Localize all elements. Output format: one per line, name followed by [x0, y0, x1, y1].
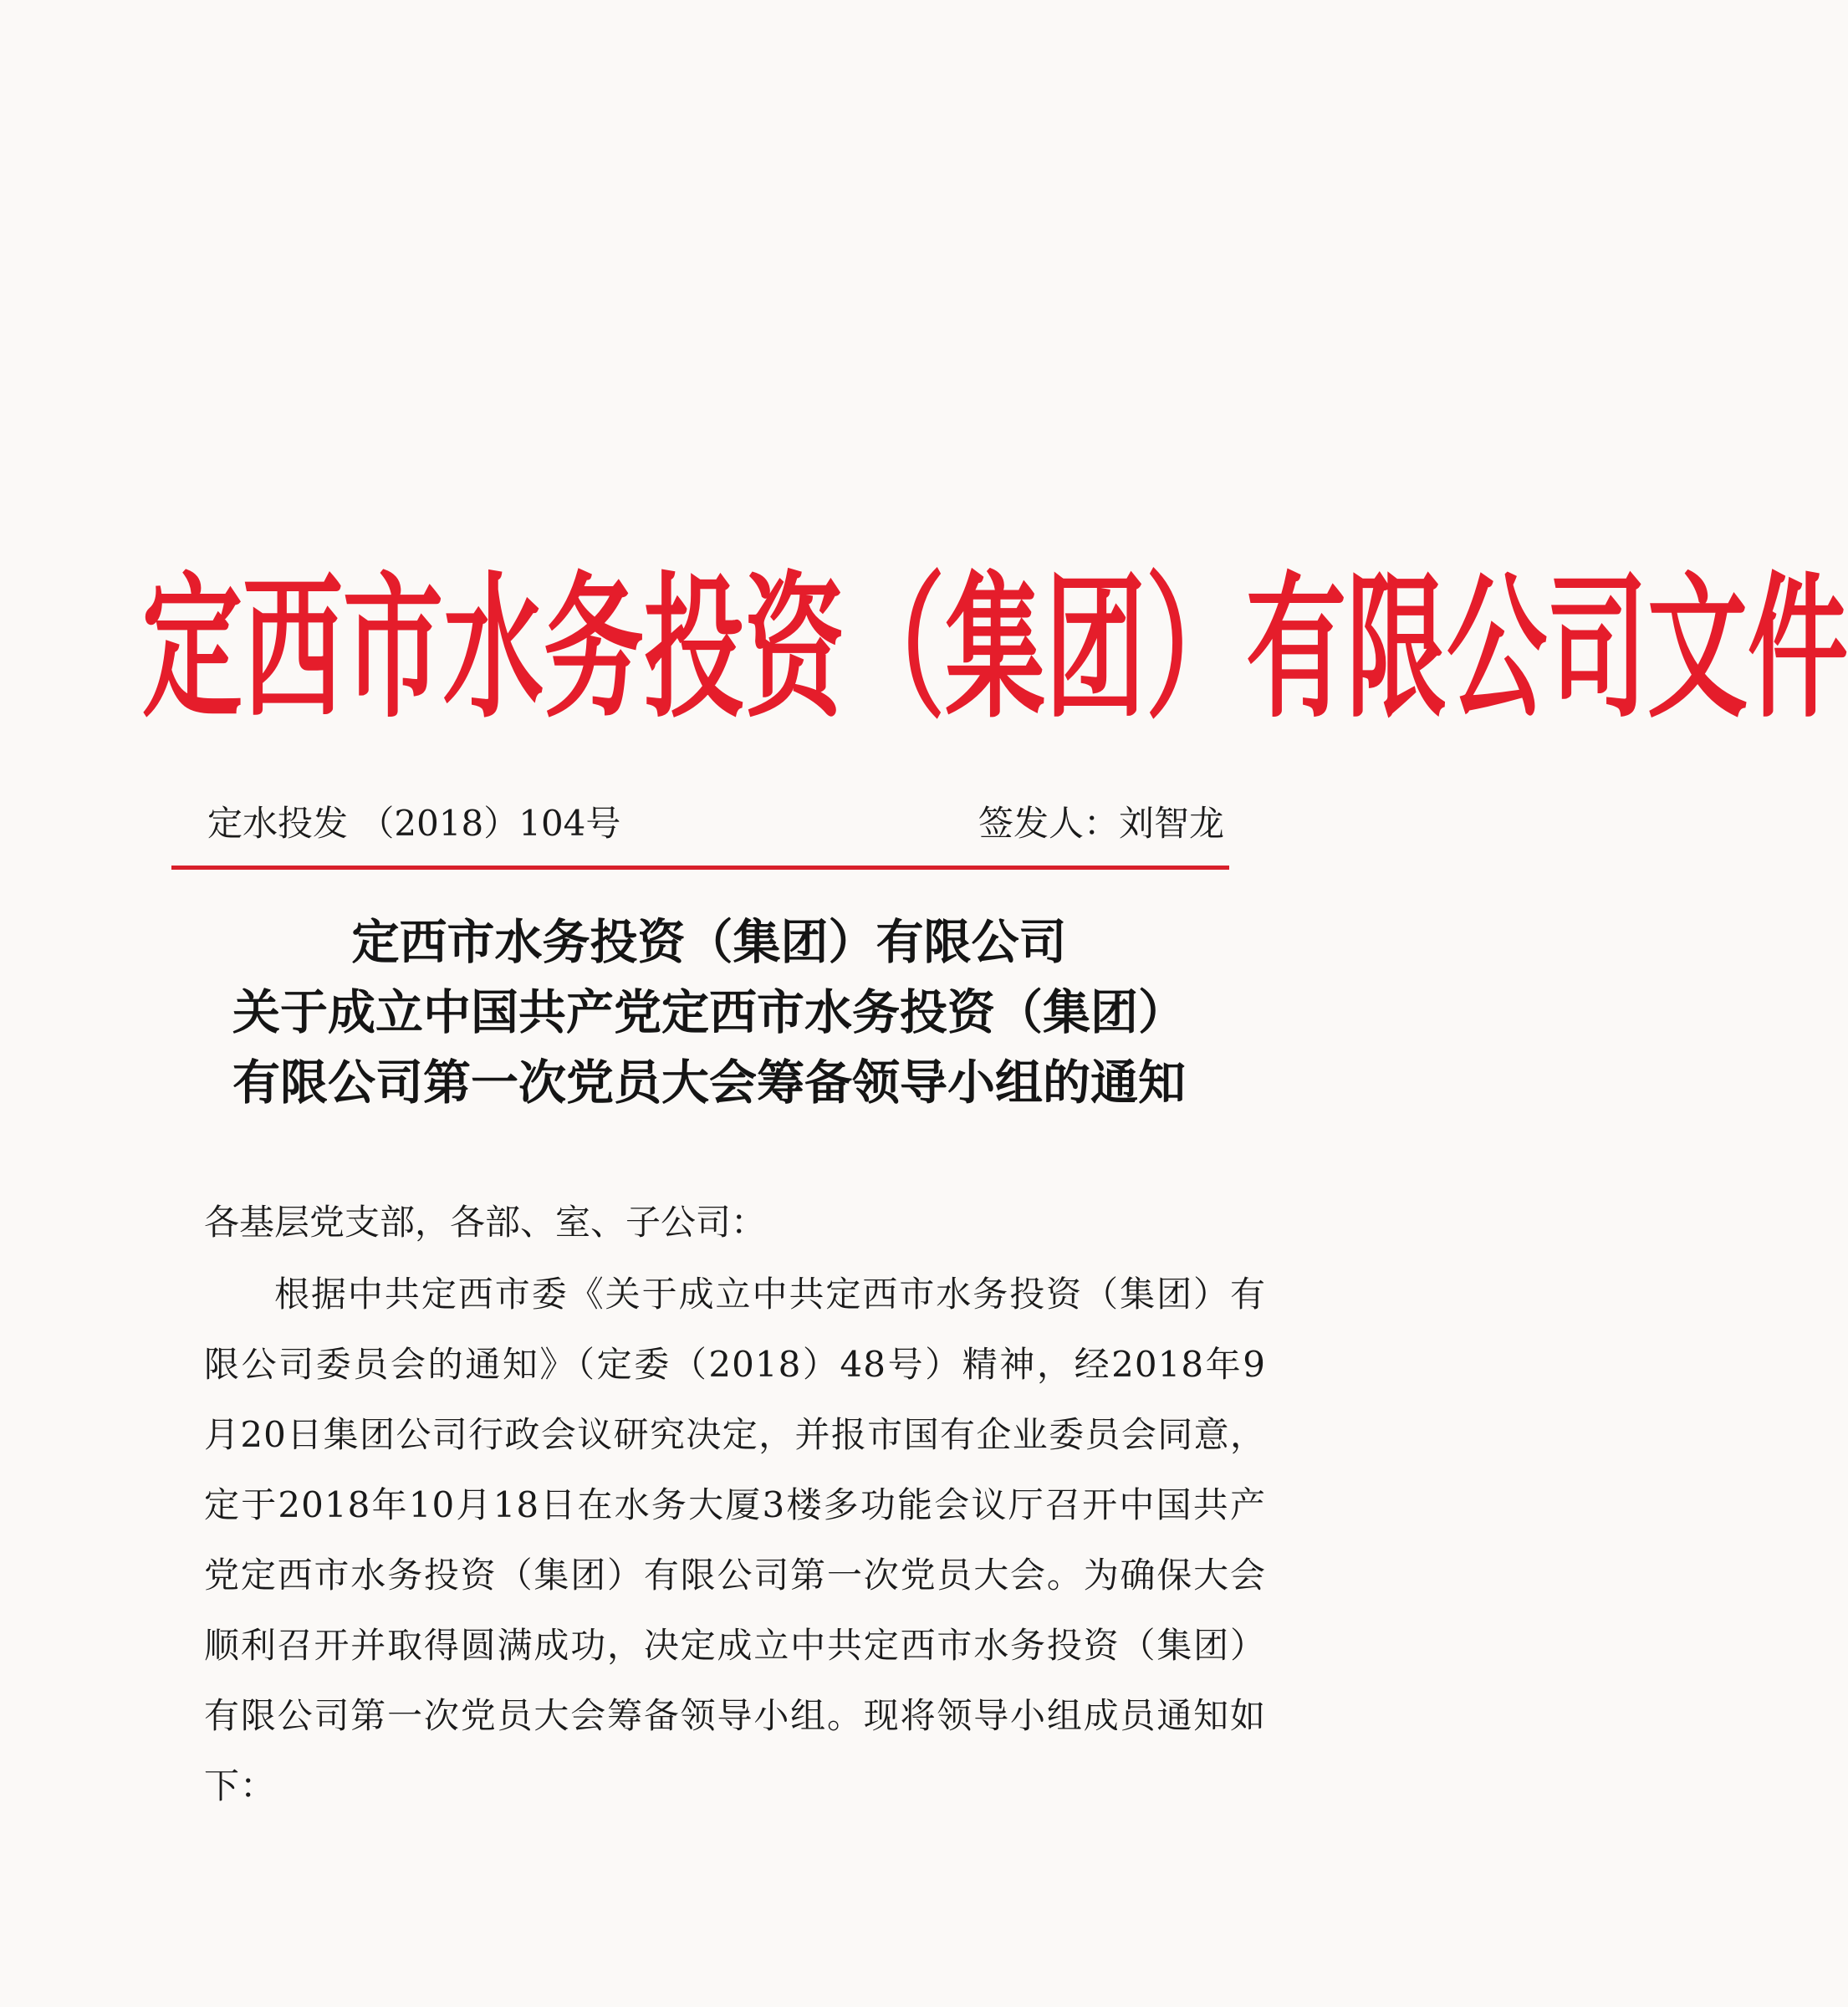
notice-title-line-3: 有限公司第一次党员大会筹备领导小组的通知	[232, 1055, 1186, 1111]
document-meta-row	[207, 794, 1224, 853]
masthead: 定西市水务投资（集团）有限公司文件	[142, 556, 1848, 740]
document-number: 定水投发 （2018）104号	[207, 803, 621, 844]
notice-title-line-1: 定西市水务投资（集团）有限公司	[351, 915, 1067, 970]
red-separator-rule	[171, 866, 1229, 870]
notice-title	[134, 907, 1284, 1118]
body-paragraph: 根据中共定西市委《关于成立中共定西市水务投资（集团）有限公司委员会的通知》（定委（2018）48号）精神，经2018年9月20日集团公司行政会议研究决定，并报市国有企业委员会同意，定于2018年10月18日在水务大厦3楼多功能会议厅召开中国共产党定西市水务投资（集团）有限公司第一次党员大会。为确保大会顺利召开并取得圆满成功，决定成立中共定西市水务投资（集团）有限公司第一次党员大会筹备领导小组。现将领导小组成员通知如下：	[204, 1274, 1266, 1806]
notice-title-line-2: 关于成立中国共产党定西市水务投资（集团）	[232, 985, 1186, 1040]
addressee: 各基层党支部，各部、室、子公司：	[204, 1202, 767, 1243]
issuer: 签发人：刘智龙	[978, 803, 1224, 844]
